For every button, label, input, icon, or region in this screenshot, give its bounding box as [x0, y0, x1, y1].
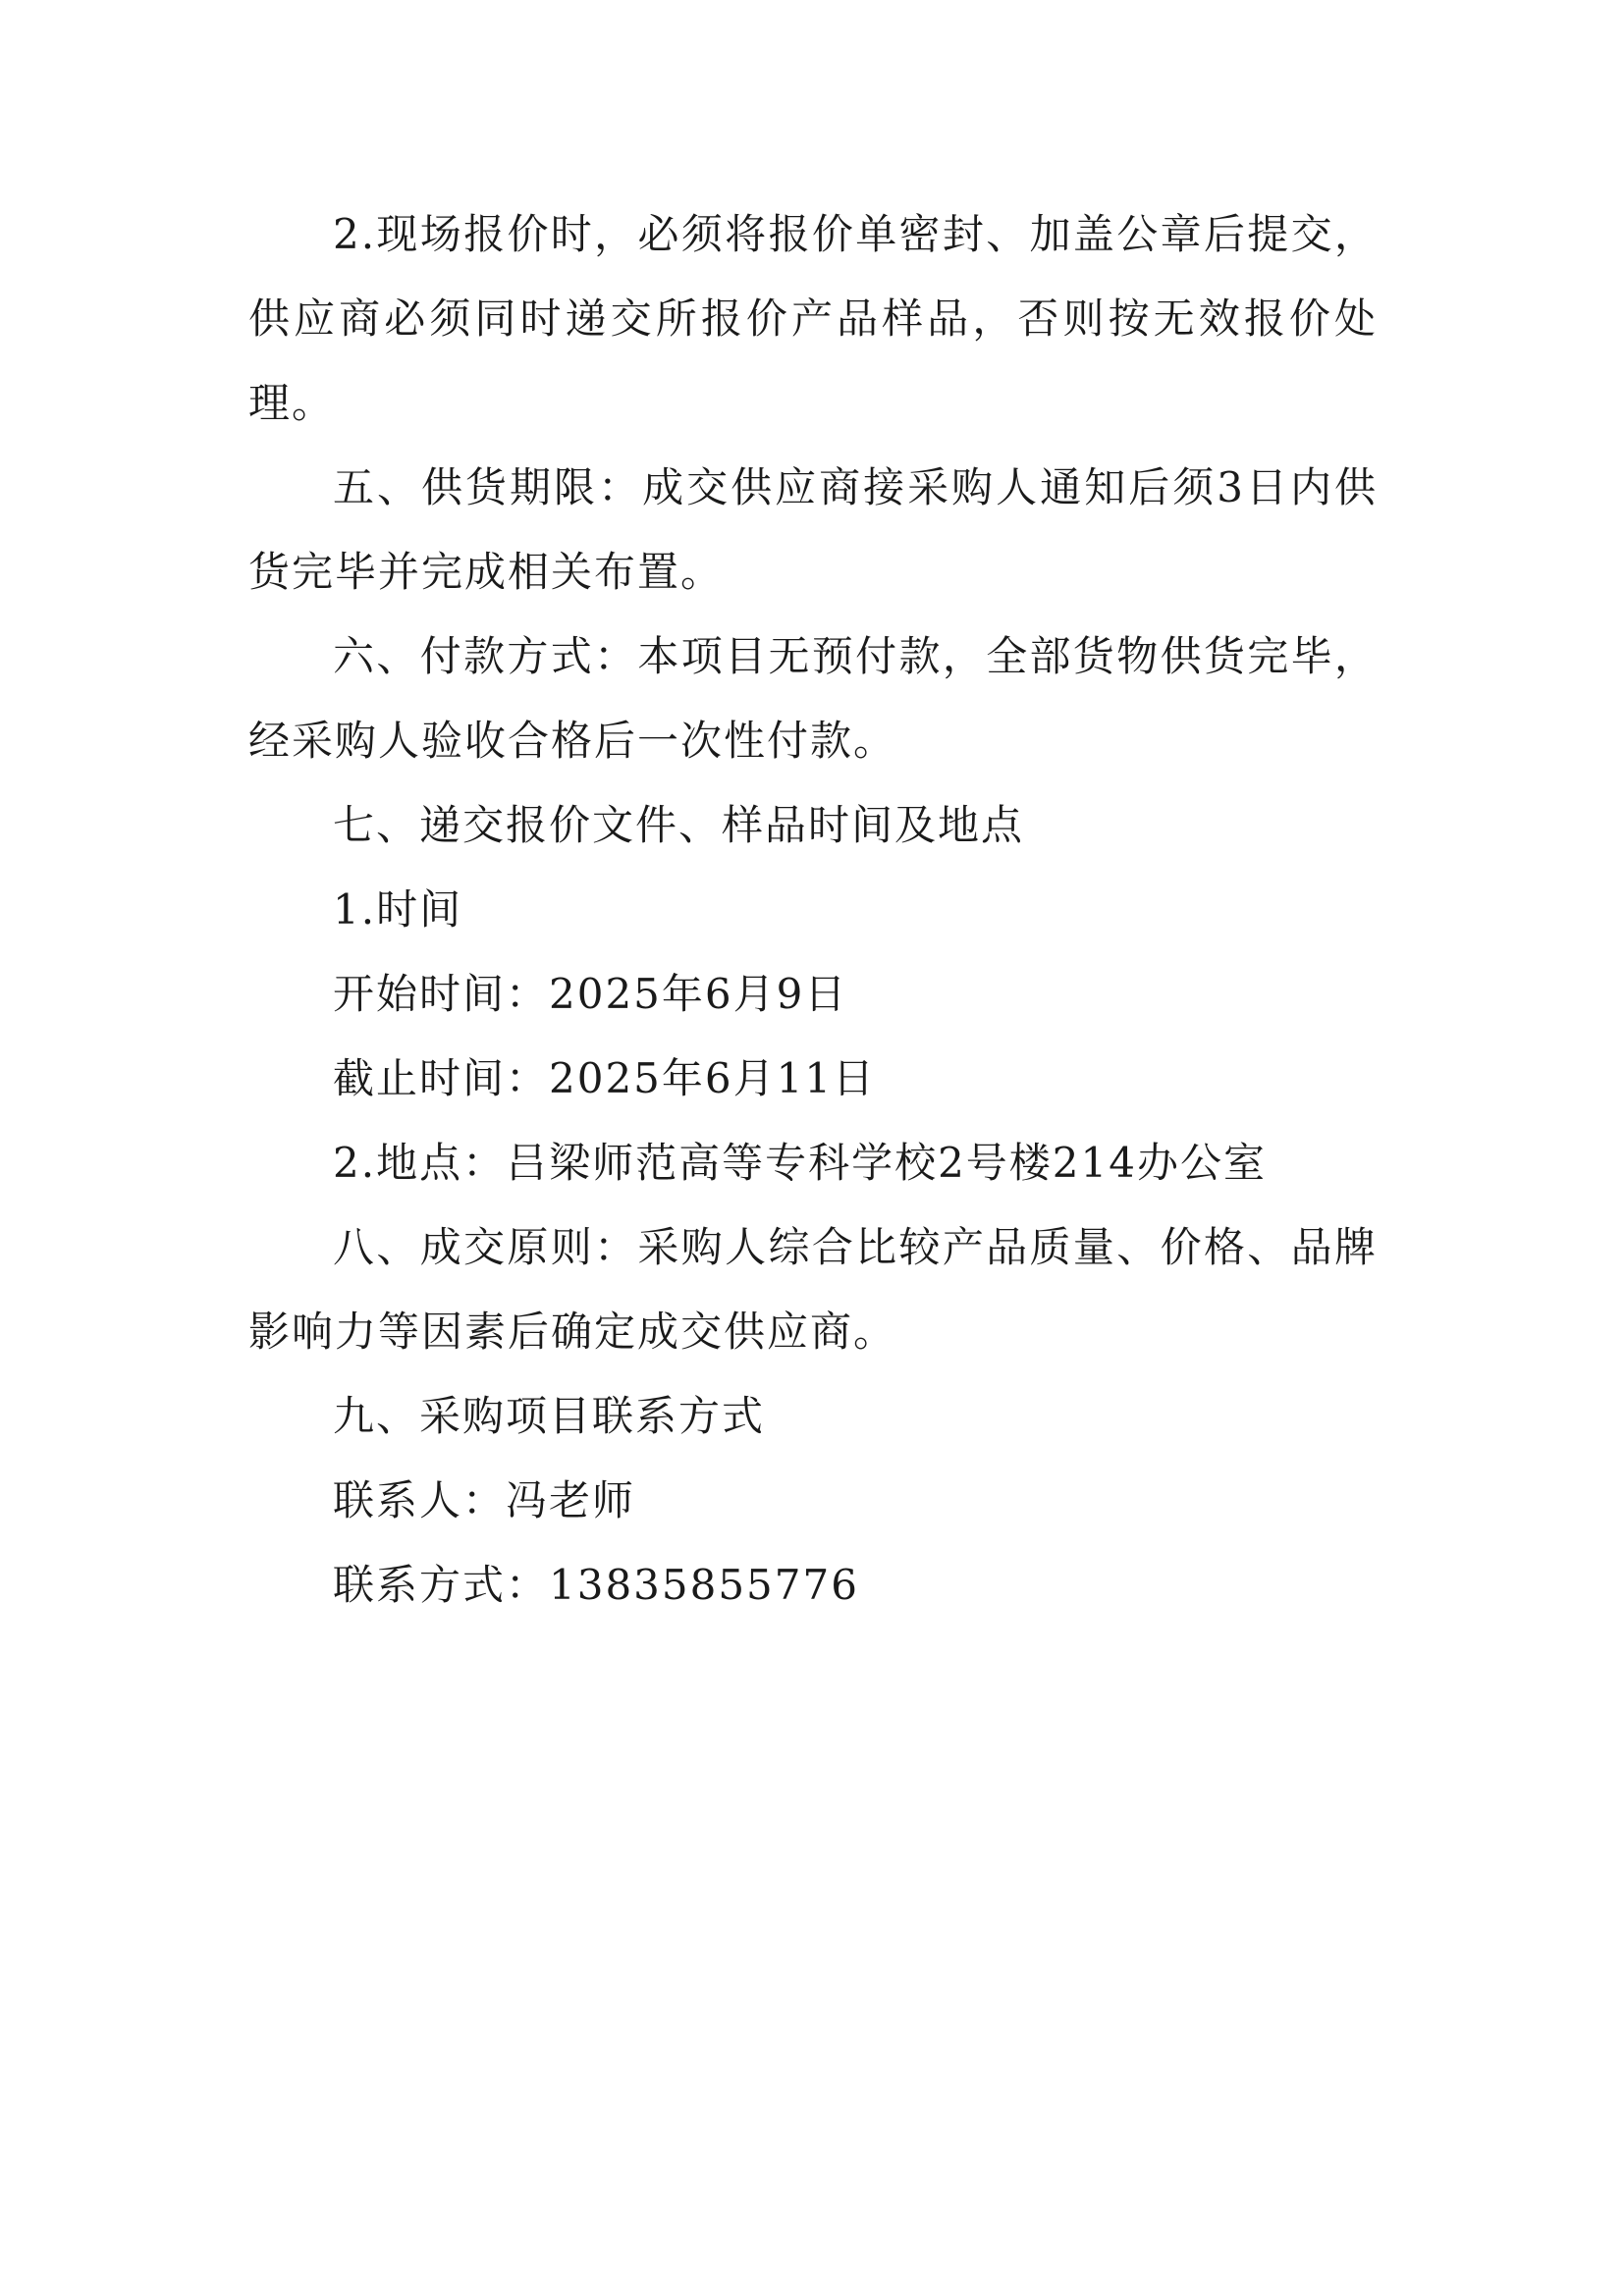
award-principle-paragraph: 八、成交原则：采购人综合比较产品质量、价格、品牌影响力等因素后确定成交供应商。	[248, 1223, 1378, 1356]
supply-deadline-paragraph: 五、供货期限：成交供应商接采购人通知后须3日内供货完毕并完成相关布置。	[248, 463, 1378, 596]
contact-phone-line: 联系方式：13835855776	[333, 1561, 859, 1609]
contact-heading: 九、采购项目联系方式	[333, 1392, 766, 1440]
payment-method-paragraph: 六、付款方式：本项目无预付款，全部货物供货完毕，经采购人验收合格后一次性付款。	[248, 632, 1378, 765]
quote-submission-paragraph: 2.现场报价时，必须将报价单密封、加盖公章后提交，供应商必须同时递交所报价产品样品，否则按无效报价处理。	[248, 210, 1378, 427]
contact-person-line: 联系人：冯老师	[333, 1476, 636, 1524]
time-subheading: 1.时间	[333, 885, 463, 934]
document-page	[248, 192, 1378, 1628]
start-time-line: 开始时间：2025年6月9日	[333, 970, 848, 1018]
location-line: 2.地点：吕梁师范高等专科学校2号楼214办公室	[333, 1139, 1267, 1187]
submission-time-location-heading: 七、递交报价文件、样品时间及地点	[333, 801, 1025, 849]
end-time-line: 截止时间：2025年6月11日	[333, 1054, 877, 1102]
